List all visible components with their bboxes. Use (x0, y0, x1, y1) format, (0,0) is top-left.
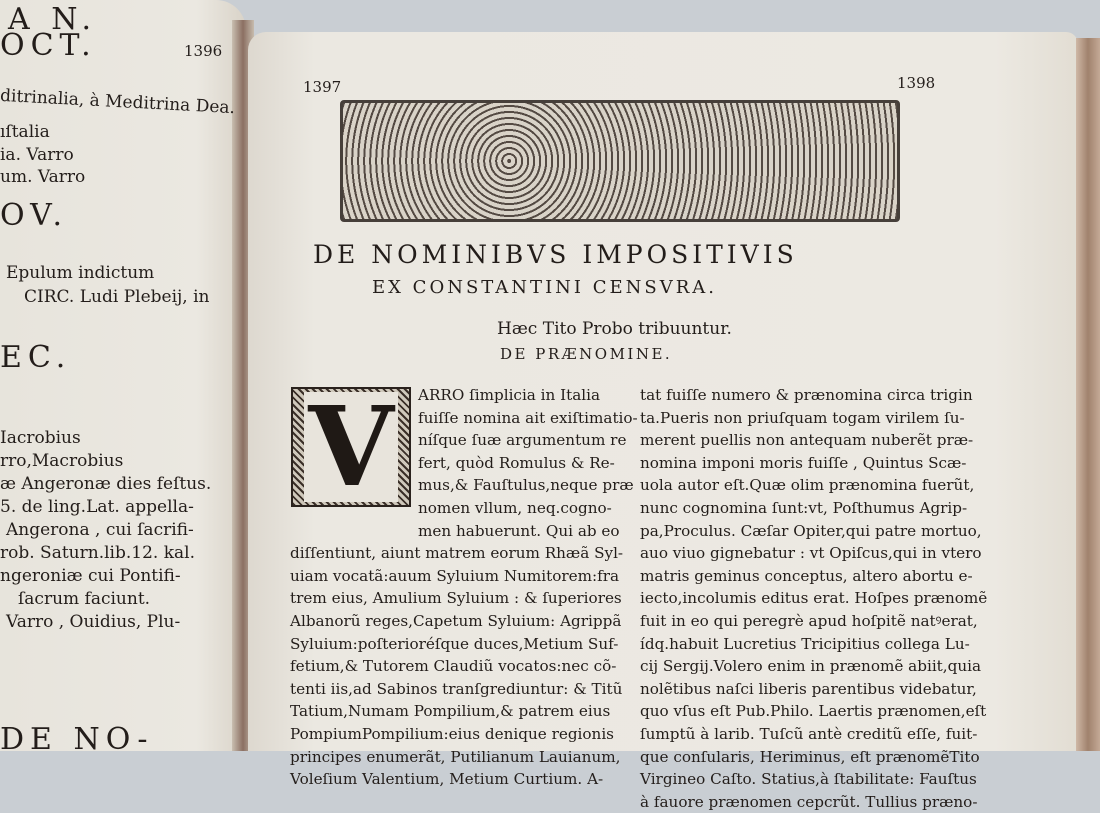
drop-cap-letter: V (304, 392, 397, 502)
text-line: PompiumPompilium:eius denique regionis (290, 724, 614, 743)
text-line: fuiſſe nomina ait exiſtimatio- (418, 408, 638, 427)
chapter-subtitle: EX CONSTANTINI CENSVRA. (372, 277, 718, 298)
ornamental-headpiece (340, 100, 900, 222)
left-page-line: 5. de ling.Lat. appella- (0, 497, 194, 517)
text-line: Syluium:poſterioréſque duces,Metium Suf- (290, 634, 619, 653)
page-number-1398: 1398 (897, 74, 936, 92)
left-page-line: CIRC. Ludi Plebeij, in (24, 287, 210, 307)
text-line: pa,Proculus. Cæſar Opiter,qui patre mortuo, (640, 521, 982, 540)
left-page-line: ıſtalia (0, 122, 50, 142)
text-line: que conſularis, Heriminus, eſt prænomẽTito (640, 747, 980, 766)
text-line: iecto,incolumis editus erat. Hoſpes prænomẽ (640, 589, 988, 608)
text-line: trem eius, Amulium Syluium : & ſuperiores (290, 589, 622, 608)
text-column-2 (640, 384, 987, 813)
text-line: matris geminus conceptus, altero abortu e- (640, 566, 973, 585)
text-line: merent puellis non antequam nuberẽt præ- (640, 431, 974, 450)
text-line: principes enumerãt, Putilianum Lauianum, (290, 747, 621, 766)
left-page-line: Epulum indictum (6, 263, 155, 283)
text-line: à fauore prænomen cepcrũt. Tullius præno- (640, 792, 978, 811)
attribution: Hæc Tito Probo tribuuntur. (497, 319, 732, 339)
left-page-line: Iacrobius (0, 428, 81, 448)
page-edges (1076, 38, 1100, 751)
text-line: fert, quòd Romulus & Re- (418, 453, 615, 472)
left-page-line: EC. (0, 340, 72, 375)
text-line: ſumptũ à larib. Tuſcũ antè creditũ eſſe, fuit- (640, 724, 978, 743)
left-page-line: ngeroniæ cui Pontifi- (0, 566, 181, 586)
left-page-line: Angerona , cui ſacrifi- (6, 520, 194, 540)
left-page-line: um. Varro (0, 167, 86, 187)
text-line: uiam vocatã:auum Syluium Numitorem:fra (290, 566, 620, 585)
text-column-1 (290, 384, 638, 791)
text-line: uola autor eſt.Quæ olim prænomina fuerũt, (640, 476, 975, 495)
text-line: ta.Pueris non priuſquam togam virilem ſu- (640, 408, 965, 427)
text-line: Virgineo Caſto. Statius,à ſtabilitate: Fauſtus (640, 770, 977, 789)
text-line: Albanorũ reges,Capetum Syluium: Agrippã (290, 611, 622, 630)
text-line: ARRO ſimplicia in Italia (418, 386, 601, 404)
text-line: quo vſus eſt Pub.Philo. Laertis prænomen,eſt (640, 702, 987, 721)
text-line: Voleſium Valentium, Metium Curtium. A- (290, 770, 604, 789)
page-number-1396: 1396 (184, 42, 223, 60)
left-page-line: æ Angeronæ dies feſtus. (0, 474, 212, 494)
page-number-1397: 1397 (303, 78, 342, 96)
left-page-line: ditrinalia, à Meditrina Dea. (0, 85, 236, 119)
left-page-line: A N. (8, 2, 98, 37)
left-page-line: Varro , Ouidius, Plu- (6, 612, 181, 632)
left-page-line: ia. Varro (0, 145, 74, 165)
chapter-title: DE NOMINIBVS IMPOSITIVIS (313, 240, 798, 269)
left-page-line: OCT. (0, 28, 97, 63)
text-line: fetium,& Tutorem Claudiũ vocatos:nec cõ- (290, 657, 617, 676)
left-page-line: DE NO- (0, 722, 154, 757)
text-line: cij Sergij.Volero enim in prænomẽ abiit,quia (640, 657, 982, 676)
left-page-line: rob. Saturn.lib.12. kal. (0, 543, 195, 563)
text-line: tenti iis,ad Sabinos tranſgrediuntur: & Titũ (290, 679, 623, 698)
text-line: mus,& Fauſtulus,neque præ (418, 476, 634, 495)
left-page-line: rro,Macrobius (0, 451, 124, 471)
text-line: Tatium,Numam Pompilium,& patrem eius (290, 702, 611, 721)
text-line: nomen vllum, neq.cogno- (418, 498, 612, 517)
section-heading: DE PRÆNOMINE. (500, 345, 673, 363)
text-line: nolẽtibus naſci liberis parentibus videbatur, (640, 679, 977, 698)
text-line: fuit in eo qui peregrè apud hoſpitẽ natꝰerat, (640, 611, 978, 630)
text-line: nomina imponi moris fuiſſe , Quintus Scæ- (640, 453, 967, 472)
text-line: men habuerunt. Qui ab eo (418, 521, 620, 540)
text-line: nunc cognomina ſunt:vt, Poſthumus Agrip- (640, 498, 968, 517)
text-line: auo viuo gignebatur : vt Opiſcus,qui in vtero (640, 544, 982, 563)
left-page-line: ſacrum faciunt. (18, 589, 151, 609)
text-line: níſque ſuæ argumentum re (418, 431, 627, 450)
text-line: diſſentiunt, aiunt matrem eorum Rhæã Syl- (290, 544, 624, 563)
text-line: ídq.habuit Lucretius Tricipitius collega Lu- (640, 634, 970, 653)
left-page-line: OV. (0, 198, 69, 233)
text-line: tat fuiſſe numero & prænomina circa trigin (640, 386, 973, 404)
